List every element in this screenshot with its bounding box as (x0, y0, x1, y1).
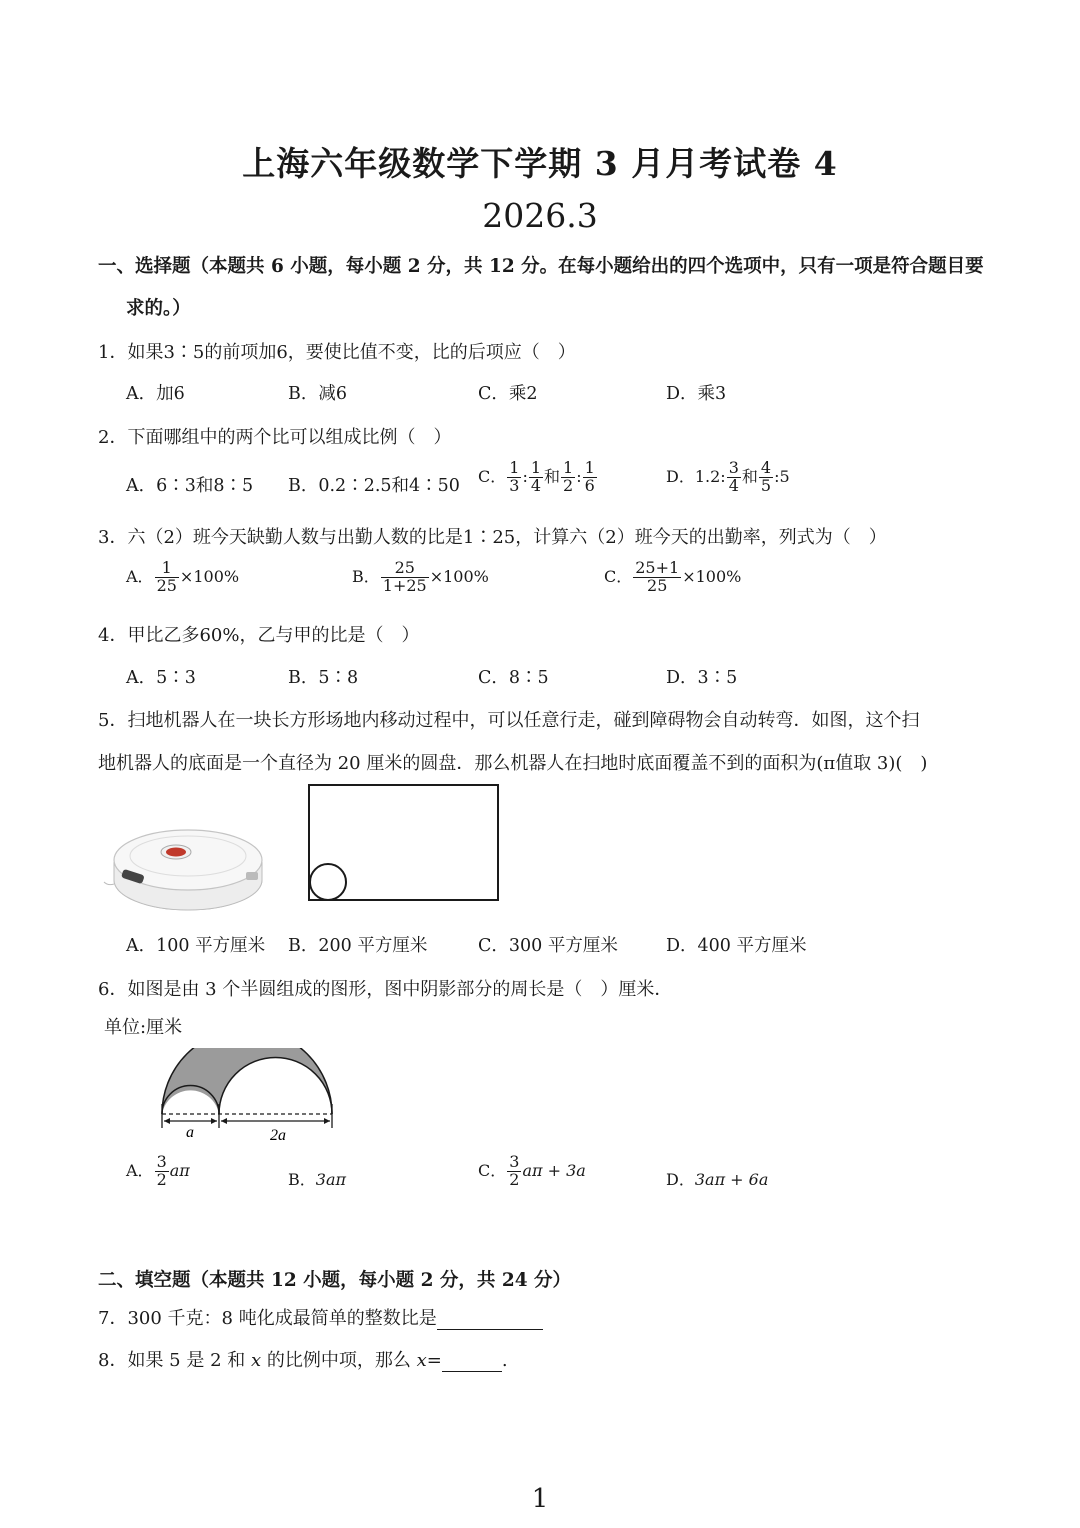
q5-option-c: C．300 平方厘米 (478, 936, 618, 956)
fraction: $\frac{4}{5}$ (760, 458, 772, 495)
fraction: $\frac{1}{4}$ (530, 458, 542, 495)
question-3: 3．六（2）班今天缺勤人数与出勤人数的比是1∶25，计算六（2）班今天的出勤率，列式为（ ） (98, 527, 887, 548)
question-2: 2．下面哪组中的两个比可以组成比例（ ） (98, 427, 452, 448)
q6-option-b: B．3aπ (288, 1170, 346, 1189)
question-6: 6．如图是由 3 个半圆组成的图形，图中阴影部分的周长是（ ）厘米． (98, 979, 673, 1000)
question-5: 5．扫地机器人在一块长方形场地内移动过程中，可以任意行走，碰到障碍物会自动转弯．如图，这个扫 (98, 710, 920, 731)
q6-option-c: C． $\frac{3}{2}$ aπ + 3a (478, 1152, 586, 1189)
answer-blank[interactable] (437, 1308, 543, 1330)
question-1: 1．如果3∶5的前项加6，要使比值不变，比的后项应（ ） (98, 342, 576, 363)
fraction: $\frac{1}{6}$ (584, 458, 595, 495)
q4-option-c: C．8∶5 (478, 668, 549, 688)
label-2a: 2a (270, 1127, 286, 1144)
robot-vacuum-image (100, 800, 272, 918)
question-7: 7．300 千克：8 吨化成最简单的整数比是 (98, 1304, 543, 1330)
q5-option-d: D．400 平方厘米 (666, 936, 807, 956)
q3-option-c: C． $\frac{25+1}{25}$ ×100% (604, 558, 742, 595)
q5-option-b: B．200 平方厘米 (288, 936, 428, 956)
exam-date: 2026.3 (482, 196, 598, 235)
exam-title: 上海六年级数学下学期 3 月月考试卷 4 (242, 144, 838, 183)
q1-option-b: B．减6 (288, 384, 347, 404)
q3-option-a: A． $\frac{1}{25}$ ×100% (126, 558, 240, 595)
page-number: 1 (531, 1484, 549, 1514)
q2-option-d: D．1.2: $\frac{3}{4}$ 和 $\frac{4}{5}$ :5 (666, 458, 790, 495)
label-a: a (186, 1124, 194, 1141)
q6-option-a: A． $\frac{3}{2}$ aπ (126, 1152, 190, 1189)
fraction: $\frac{3}{2}$ (509, 1152, 520, 1189)
q4-option-d: D．3∶5 (666, 668, 738, 688)
fraction: $\frac{1}{25}$ (156, 558, 177, 595)
q1-option-a: A．加6 (126, 384, 185, 404)
fraction: $\frac{25}{1+25}$ (382, 558, 427, 595)
q2-option-b: B．0.2∶2.5和4∶50 (288, 476, 460, 496)
q5-option-a: A．100 平方厘米 (126, 936, 266, 956)
q4-option-a: A．5∶3 (126, 668, 196, 688)
fraction: $\frac{1}{2}$ (563, 458, 574, 495)
fraction: $\frac{25+1}{25}$ (635, 558, 680, 595)
fraction: $\frac{3}{4}$ (728, 458, 739, 495)
section-2-heading: 二、填空题（本题共 12 小题，每小题 2 分，共 24 分） (98, 1270, 572, 1291)
fraction: $\frac{3}{2}$ (156, 1152, 167, 1189)
section-1-heading-cont: 求的。） (126, 298, 191, 319)
q1-option-c: C．乘2 (478, 384, 538, 404)
question-4: 4．甲比乙多60%，乙与甲的比是（ ） (98, 625, 420, 646)
q1-option-d: D．乘3 (666, 384, 727, 404)
section-1-heading: 一、选择题（本题共 6 小题，每小题 2 分，共 12 分。在每小题给出的四个选项中，只有一项是符合题目要 (98, 256, 984, 277)
semicircle-figure (150, 1048, 350, 1148)
q3-option-b: B． $\frac{25}{1+25}$ ×100% (352, 558, 489, 595)
fraction: $\frac{1}{3}$ (509, 458, 520, 495)
question-5-cont: 地机器人的底面是一个直径为 20 厘米的圆盘．那么机器人在扫地时底面覆盖不到的面积为(π值取 3)( ) (98, 753, 928, 774)
unit-label: 单位:厘米 (104, 1017, 183, 1038)
q2-option-a: A．6∶3和8∶5 (126, 476, 254, 496)
q6-option-d: D．3aπ + 6a (666, 1170, 769, 1189)
rectangle-circle-diagram (305, 782, 503, 906)
q2-option-c-label: C． (478, 466, 507, 486)
q2-option-c: C． $\frac{1}{3}$ : $\frac{1}{4}$ 和 $\frac{1}{2}$ : $\frac{1}{6}$ (478, 458, 595, 495)
q4-option-b: B．5∶8 (288, 668, 359, 688)
answer-blank[interactable] (442, 1350, 502, 1372)
question-8: 8．如果 5 是 2 和 x 的比例中项，那么 x= . (98, 1350, 508, 1371)
